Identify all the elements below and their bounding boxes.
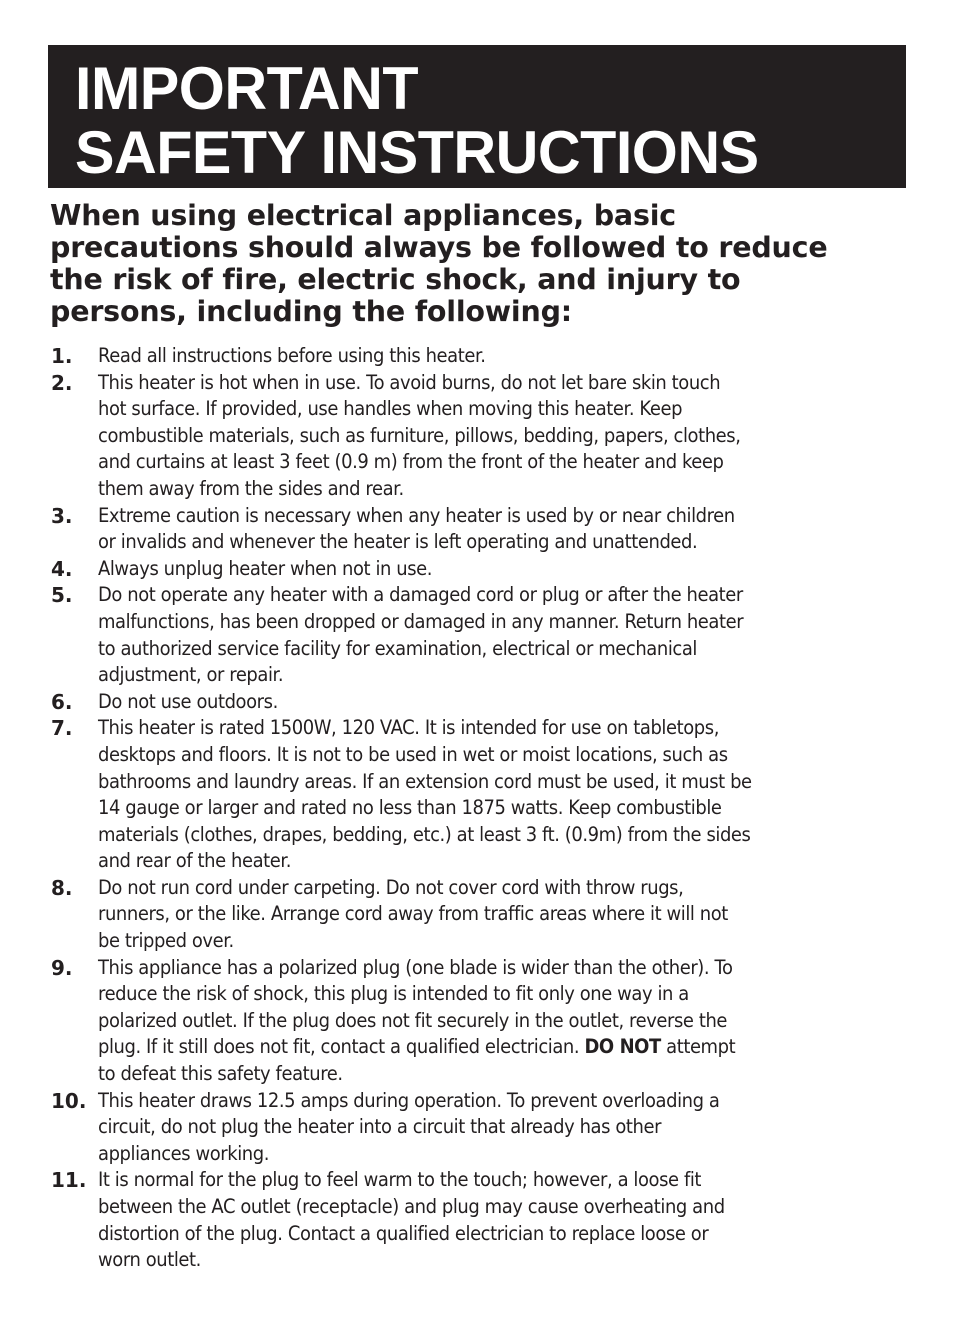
list-item-3 [0, 503, 954, 556]
item-line: appliances working. [98, 1141, 270, 1165]
list-item-7 [0, 715, 954, 875]
list-item-5 [0, 582, 954, 688]
item-line: reduce the risk of shock, this plug is intended to fit only one way in a [98, 982, 689, 1006]
page-title-line-2: SAFETY INSTRUCTIONS [75, 119, 759, 186]
title-banner [48, 45, 906, 188]
item-text [98, 556, 954, 583]
item-number: 1. [51, 344, 73, 368]
item-line: combustible materials, such as furniture, pillows, bedding, papers, clothes, [98, 423, 741, 447]
do-not-emphasis: DO NOT [584, 1035, 661, 1059]
item-line: bathrooms and laundry areas. If an extension cord must be used, it must be [98, 769, 752, 793]
item-text [98, 875, 954, 955]
item-text [98, 1167, 954, 1273]
list-item-4 [0, 556, 954, 583]
item-line: Read all instructions before using this heater. [98, 344, 486, 367]
item-text-segment: attempt [660, 1035, 736, 1059]
item-line: be tripped over. [98, 929, 234, 953]
item-line: between the AC outlet (receptacle) and plug may cause overheating and [98, 1195, 725, 1218]
intro-line: precautions should always be followed to reduce [50, 231, 828, 264]
page-title-line-1: IMPORTANT [75, 55, 419, 122]
item-line: This heater draws 12.5 amps during operation. To prevent overloading a [98, 1088, 720, 1112]
item-number: 8. [51, 875, 73, 900]
list-item-8 [0, 875, 954, 955]
item-text [98, 715, 954, 875]
item-line: Always unplug heater when not in use. [98, 556, 433, 580]
item-number: 4. [51, 556, 73, 581]
item-text [98, 343, 954, 370]
item-text [98, 582, 954, 688]
item-line: This heater is hot when in use. To avoid burns, do not let bare skin touch [98, 370, 721, 394]
item-text [98, 503, 954, 556]
item-line: or invalids and whenever the heater is left operating and unattended. [98, 530, 698, 554]
item-number: 3. [51, 503, 73, 528]
item-line: and rear of the heater. [98, 849, 292, 873]
item-line: them away from the sides and rear. [98, 476, 404, 500]
item-text [98, 689, 954, 716]
list-item-1 [0, 343, 954, 370]
item-number: 11. [51, 1168, 87, 1193]
item-number: 5. [51, 583, 73, 608]
item-text-segment: plug. If it still does not fit, contact a qualified electrician. [98, 1035, 585, 1059]
item-line-with-emphasis [98, 1034, 890, 1061]
item-line: to defeat this safety feature. [98, 1062, 343, 1086]
item-line: Do not operate any heater with a damaged cord or plug or after the heater [98, 583, 743, 607]
item-line: Extreme caution is necessary when any heater is used by or near children [98, 503, 735, 527]
intro-line: When using electrical appliances, basic [50, 199, 676, 232]
list-item-11 [0, 1167, 954, 1273]
item-text [98, 1088, 954, 1168]
item-number: 10. [51, 1088, 87, 1113]
item-line: distortion of the plug. Contact a qualified electrician to replace loose or [98, 1221, 709, 1245]
item-line: 14 gauge or larger and rated no less than 1875 watts. Keep combustible [98, 796, 722, 820]
list-item-6 [0, 689, 954, 716]
item-number: 7. [51, 716, 73, 741]
intro-line: the risk of fire, electric shock, and injury to [50, 263, 741, 296]
item-line: to authorized service facility for examination, electrical or mechanical [98, 636, 697, 660]
item-number: 9. [51, 955, 73, 980]
item-number: 2. [51, 370, 73, 395]
item-line: materials (clothes, drapes, bedding, etc.) at least 3 ft. (0.9m) from the sides [98, 822, 751, 846]
item-line: desktops and floors. It is not to be used in wet or moist locations, such as [98, 742, 728, 766]
item-line: Do not use outdoors. [98, 689, 278, 713]
list-item-2 [0, 370, 954, 503]
item-line: This heater is rated 1500W, 120 VAC. It is intended for use on tabletops, [98, 716, 719, 740]
intro-line: persons, including the following: [50, 295, 572, 328]
item-line: worn outlet. [98, 1248, 201, 1272]
item-line: adjustment, or repair. [98, 663, 284, 687]
item-line: Do not run cord under carpeting. Do not cover cord with throw rugs, [98, 875, 684, 899]
item-number: 6. [51, 689, 73, 714]
instruction-list [0, 343, 954, 1274]
item-line: This appliance has a polarized plug (one blade is wider than the other). To [98, 955, 733, 979]
item-text [98, 370, 954, 503]
list-item-9 [0, 955, 954, 1088]
item-text [98, 955, 954, 1088]
item-line: runners, or the like. Arrange cord away from traffic areas where it will not [98, 902, 728, 926]
item-line: malfunctions, has been dropped or damaged in any manner. Return heater [98, 609, 744, 633]
item-line: hot surface. If provided, use handles when moving this heater. Keep [98, 397, 683, 421]
item-line: and curtains at least 3 feet (0.9 m) from the front of the heater and keep [98, 450, 724, 474]
item-line: circuit, do not plug the heater into a circuit that already has other [98, 1115, 662, 1139]
item-line: polarized outlet. If the plug does not fit securely in the outlet, reverse the [98, 1008, 728, 1032]
intro-paragraph [50, 200, 900, 328]
item-line: It is normal for the plug to feel warm to the touch; however, a loose fit [98, 1168, 702, 1192]
list-item-10 [0, 1088, 954, 1168]
